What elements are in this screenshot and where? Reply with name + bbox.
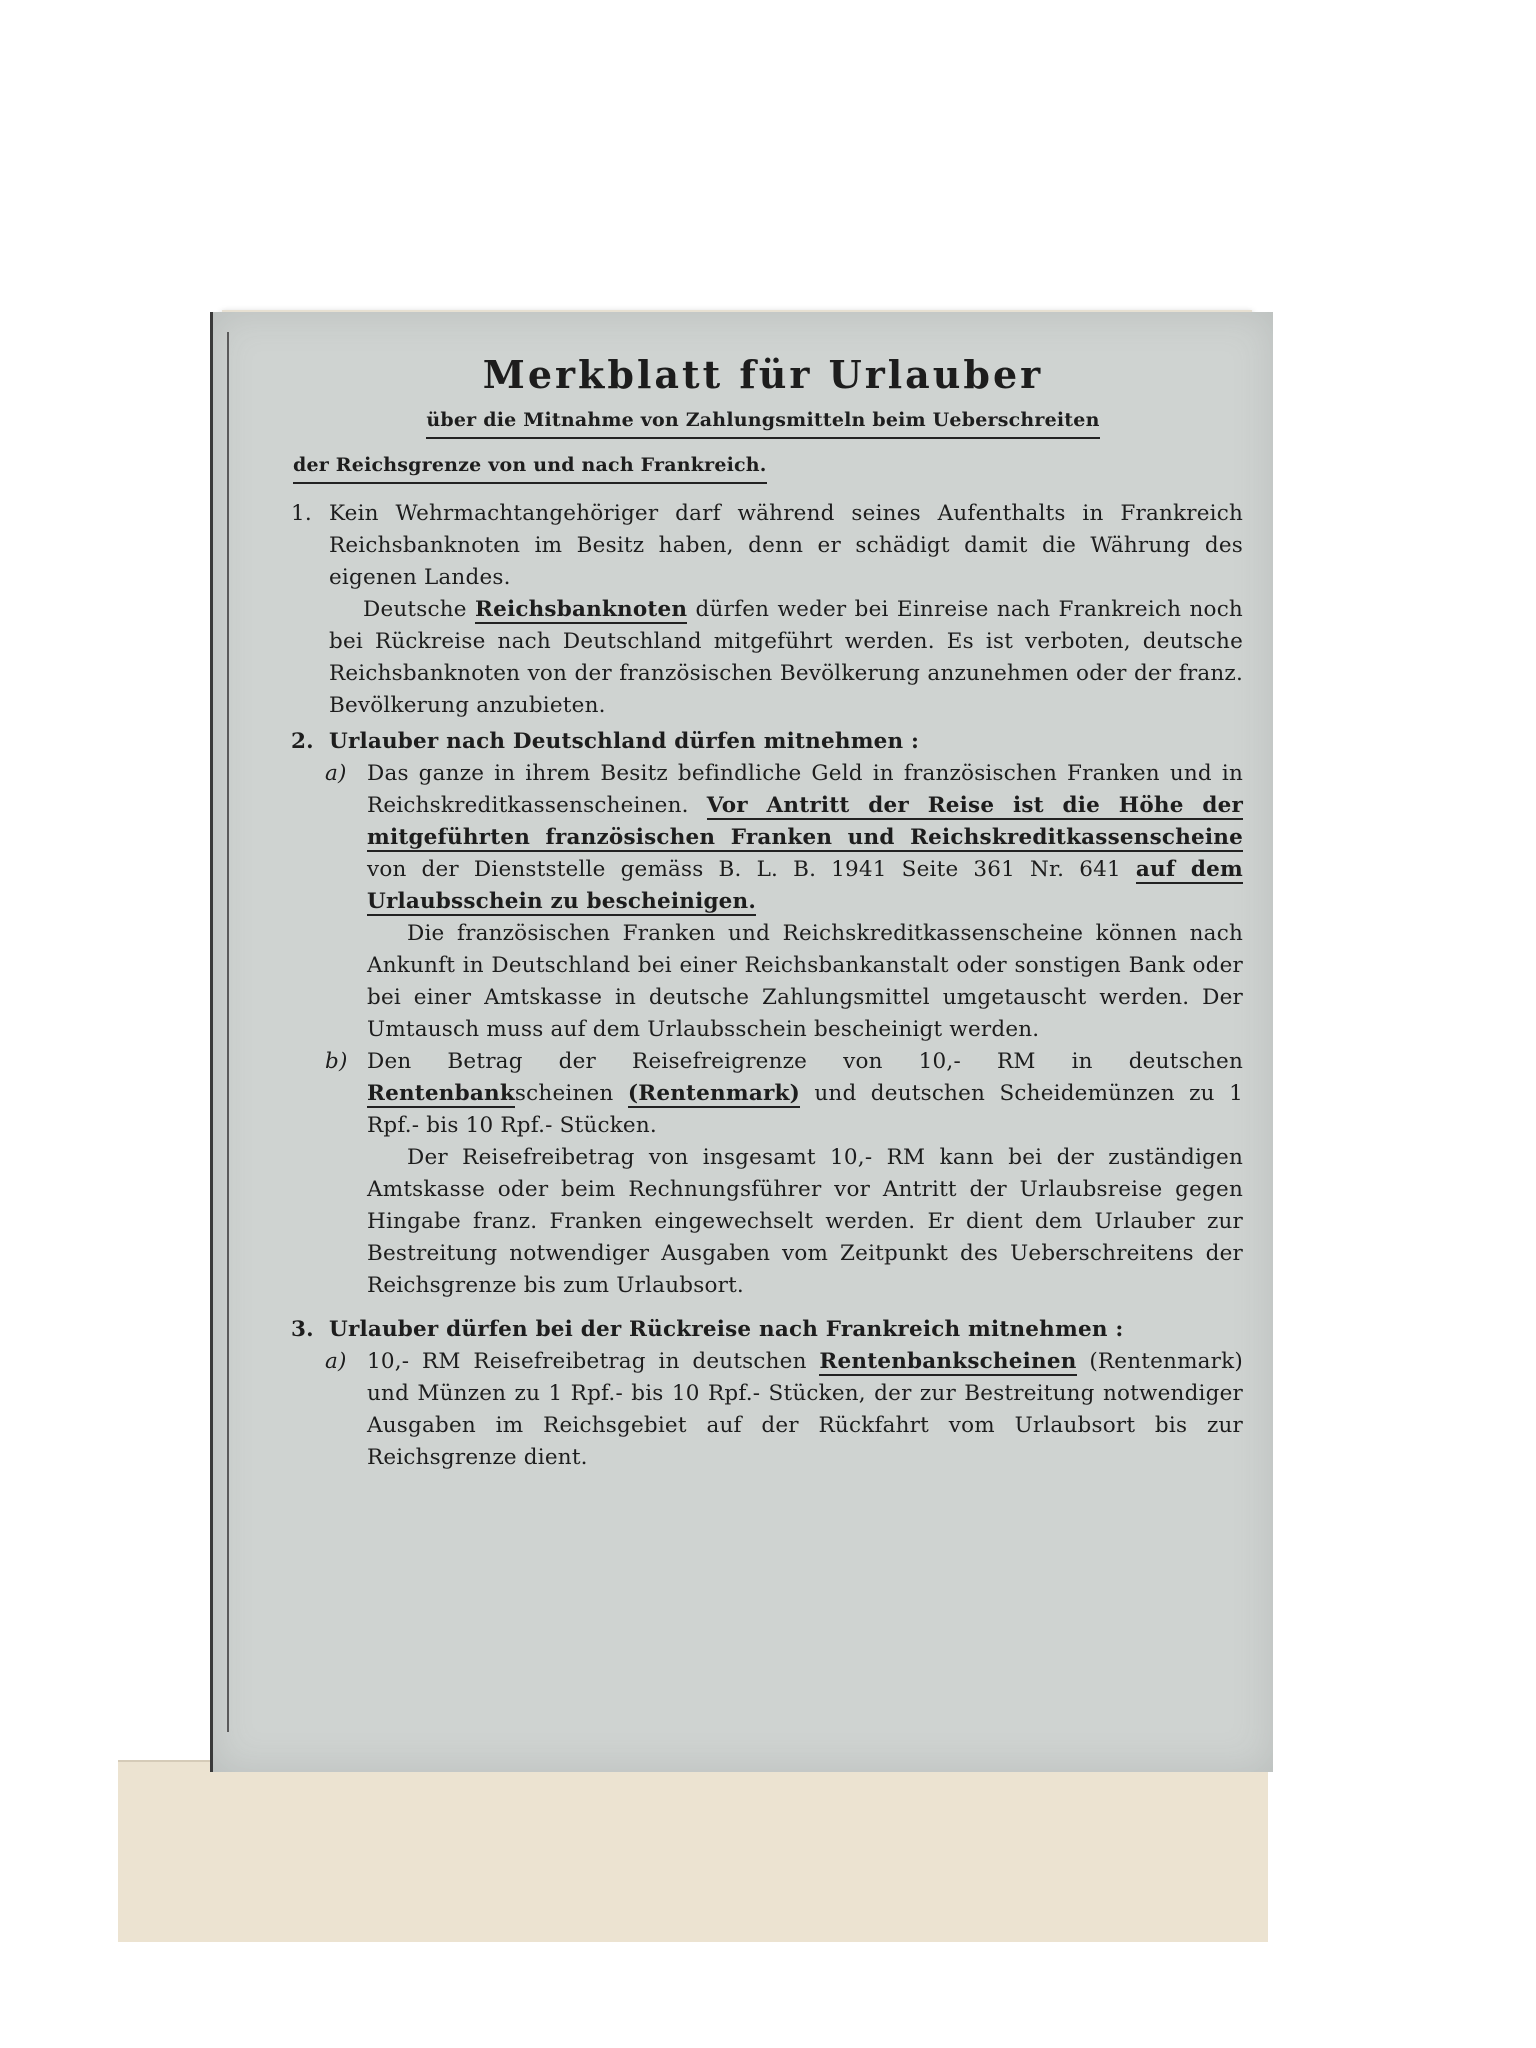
- section-2-a-text2: von der Dienststelle gemäss B. L. B. 1941 Seite 361 Nr. 641: [367, 857, 1136, 882]
- section-2-a: [283, 758, 1243, 918]
- section-3-a-text2: (Rentenmark) und Münzen zu 1 Rpf.- bis 10 Rpf.- Stücken, der zur Bestreitung notwendiger Ausgaben im Reichsgebiet auf der Rückfahrt vom Urlaubsort bis zur Reichsgrenze dient.: [367, 1349, 1243, 1470]
- section-2: [283, 726, 1243, 758]
- section-2-b-text2: scheinen: [514, 1081, 628, 1106]
- section-3-a-text: [367, 1346, 1243, 1474]
- left-border-line: [227, 332, 229, 1732]
- subtitle-wrap-2: [283, 449, 1243, 484]
- section-2-a-letter: a): [325, 761, 347, 786]
- section-1-paragraph-2: [329, 594, 1243, 722]
- section-2-b-bold1: Rentenbank: [367, 1081, 515, 1106]
- section-3-number: 3.: [291, 1317, 314, 1342]
- section-3: [283, 1314, 1243, 1346]
- section-2-a-text1: Das ganze in ihrem Besitz befindliche Geld in französischen Franken und in Reichskreditkassenscheinen.: [367, 761, 1243, 818]
- card-bottom-edge: [118, 1760, 1268, 1942]
- section-1-text: Kein Wehrmachtangehöriger darf während seines Aufenthalts in Frankreich Reichsbanknoten im Besitz haben, denn er schädigt damit die Währung des eigenen Landes.: [329, 501, 1243, 590]
- leaflet-subtitle-line1: über die Mitnahme von Zahlungsmitteln beim Ueberschreiten: [426, 405, 1099, 439]
- section-2-a-text: [367, 758, 1243, 918]
- section-2-heading: Urlauber nach Deutschland dürfen mitnehmen :: [329, 729, 920, 754]
- section-3-a: [283, 1346, 1243, 1474]
- section-2-b: [283, 1046, 1243, 1142]
- leaflet-subtitle-line2: der Reichsgrenze von und nach Frankreich.: [293, 450, 767, 484]
- leaflet-title: Merkblatt für Urlauber: [482, 352, 1044, 397]
- section-2-b-text1: Den Betrag der Reisefreigrenze von 10,- RM in deutschen: [367, 1049, 1243, 1074]
- section-3-a-letter: a): [325, 1349, 347, 1374]
- section-3-a-bold1: Rentenbankscheinen: [819, 1349, 1077, 1374]
- section-2-a-paragraph-2: Die französischen Franken und Reichskreditkassenscheine können nach Ankunft in Deutschland bei einer Reichsbankanstalt oder sonstigen Bank oder bei einer Amtskasse in deutsche Zahlungsmittel umgetauscht werden. Der Umtausch muss auf dem Urlaubsschein bescheinigt werden.: [367, 921, 1243, 1042]
- leaflet-content: [283, 352, 1243, 1474]
- section-1: [283, 498, 1243, 722]
- section-2-a-bold2: auf dem Urlaubsschein zu bescheinigen.: [367, 857, 1243, 914]
- section-2-a-bold1: Vor Antritt der Reise ist die Höhe der mitgeführten französischen Franken und Reichskreditkassenscheine: [367, 793, 1243, 850]
- section-2-b-paragraph-2: Der Reisefreibetrag von insgesamt 10,- RM kann bei der zuständigen Amtskasse oder beim Rechnungsführer vor Antritt der Urlaubsreise gegen Hingabe franz. Franken eingewechselt werden. Er dient dem Urlauber zur Bestreitung notwendiger Ausgaben vom Zeitpunkt des Ueberschreitens der Reichsgrenze bis zum Urlaubsort.: [367, 1145, 1243, 1298]
- leaflet-paper: [210, 312, 1273, 1772]
- section-1-p2-rest: dürfen weder bei Einreise nach Frankreich noch bei Rückreise nach Deutschland mitgeführt werden. Es ist verboten, deutsche Reichsbanknoten von der französischen Bevölkerung anzunehmen oder der franz. Bevölkerung anzubieten.: [329, 597, 1243, 718]
- section-2-b-bold2: (Rentenmark): [627, 1081, 800, 1106]
- section-2-b-text3: und deutschen Scheidemünzen zu 1 Rpf.- bis 10 Rpf.- Stücken.: [367, 1081, 1244, 1138]
- section-2-b-text: [367, 1046, 1243, 1142]
- section-3-a-text1: 10,- RM Reisefreibetrag in deutschen: [367, 1349, 820, 1374]
- section-1-number: 1.: [291, 501, 312, 526]
- section-1-p2-start: Deutsche: [363, 597, 475, 622]
- section-2-b-letter: b): [325, 1049, 348, 1074]
- subtitle-wrap-1: [283, 404, 1243, 439]
- section-3-heading: Urlauber dürfen bei der Rückreise nach Frankreich mitnehmen :: [329, 1317, 1124, 1342]
- section-1-p2-bold: Reichsbanknoten: [475, 597, 688, 622]
- section-2-number: 2.: [291, 729, 314, 754]
